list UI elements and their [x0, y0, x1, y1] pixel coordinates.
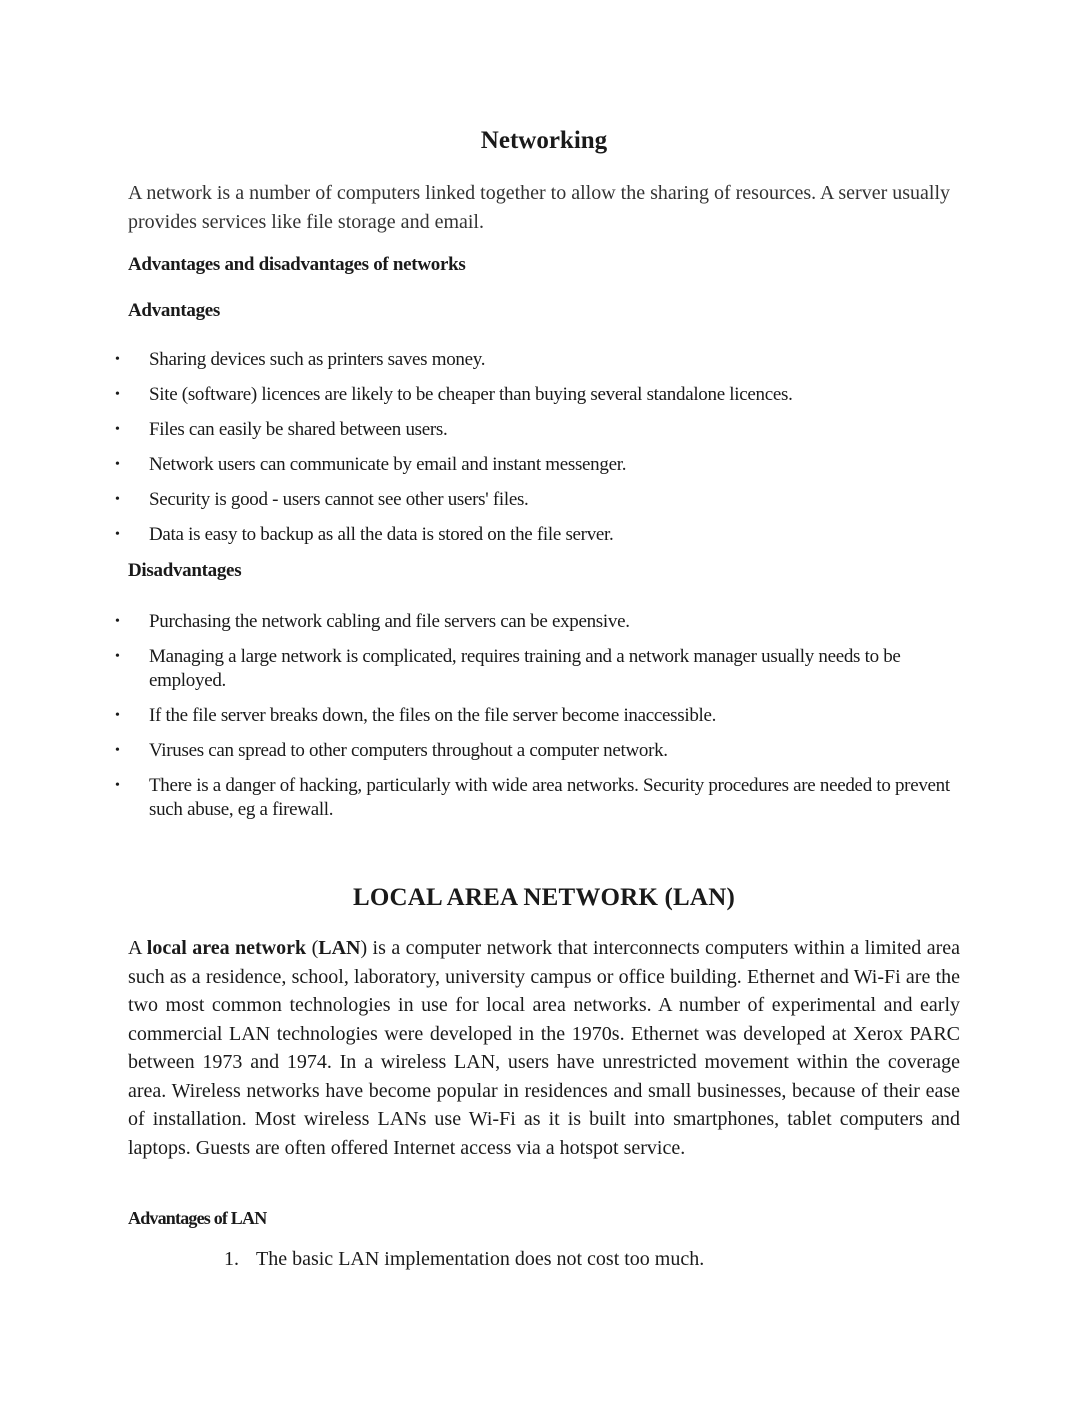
bullet-icon: • [115, 527, 120, 542]
list-item: • There is a danger of hacking, particularly with wide area networks. Security procedures are needed to prevent such abuse, eg a firewall. [115, 775, 950, 820]
page-title: Networking [480, 127, 608, 154]
lan-advantages-heading: Advantages of LAN [128, 1208, 267, 1228]
bullet-icon: • [115, 492, 120, 507]
bullet-icon: • [115, 778, 120, 793]
bullet-icon: • [115, 457, 120, 472]
list-item: • Viruses can spread to other computers throughout a computer network. [115, 740, 668, 761]
list-number: 1. [224, 1248, 239, 1270]
intro-paragraph: A network is a number of computers linked together to allow the sharing of resources. A server usually provides services like file storage and email. [128, 182, 951, 233]
bullet-icon: • [115, 422, 120, 437]
bold-term: local area network [146, 937, 307, 959]
bullet-icon: • [115, 387, 120, 402]
list-item: • If the file server breaks down, the files on the file server become inaccessible. [115, 705, 717, 726]
bullet-icon: • [115, 743, 120, 758]
list-item: • Files can easily be shared between users. [115, 419, 448, 440]
bullet-icon: • [115, 352, 120, 367]
list-item: • Site (software) licences are likely to be cheaper than buying several standalone licences. [115, 384, 793, 405]
bullet-icon: • [115, 614, 120, 629]
disadvantages-list [112, 610, 952, 833]
list-item: • Security is good - users cannot see other users' files. [115, 489, 529, 510]
advantages-heading: Advantages [128, 300, 221, 321]
bold-abbr: LAN [318, 937, 361, 959]
lan-paragraph: A local area network (LAN) is a computer network that interconnects computers within a limited area such as a residence, school, laboratory, university campus or office building. Ethernet and Wi-Fi are the two most common technologies in use for local area networks. A number of experimental and early commercial LAN technologies were developed in the 1970s. Ethernet was developed at Xerox PARC between 1973 and 1974. In a wireless LAN, users have unrestricted movement within the coverage area. Wireless networks have become popular in residences and small businesses, because of their ease of installation. Most wireless LANs use Wi-Fi as it is built into smartphones, tablet computers and laptops. Guests are often offered Internet access via a hotspot service. [128, 937, 960, 1159]
disadvantages-heading: Disadvantages [128, 560, 242, 581]
list-item: • Data is easy to backup as all the data is stored on the file server. [115, 524, 614, 545]
subheading-adv-disadv: Advantages and disadvantages of networks [128, 254, 466, 275]
list-item: • Purchasing the network cabling and file servers can be expensive. [115, 611, 630, 632]
list-item: • Managing a large network is complicated, requires training and a network manager usually needs to be employed. [115, 646, 901, 691]
lan-advantages-list [224, 1248, 704, 1271]
bullet-icon: • [115, 649, 120, 664]
bullet-icon: • [115, 708, 120, 723]
lan-section-title: LOCAL AREA NETWORK (LAN) [353, 884, 735, 911]
advantages-list [112, 348, 952, 558]
list-item: • Sharing devices such as printers saves money. [115, 349, 486, 370]
list-item: • Network users can communicate by email and instant messenger. [115, 454, 627, 475]
list-item: 1. The basic LAN implementation does not cost too much. [224, 1248, 705, 1270]
